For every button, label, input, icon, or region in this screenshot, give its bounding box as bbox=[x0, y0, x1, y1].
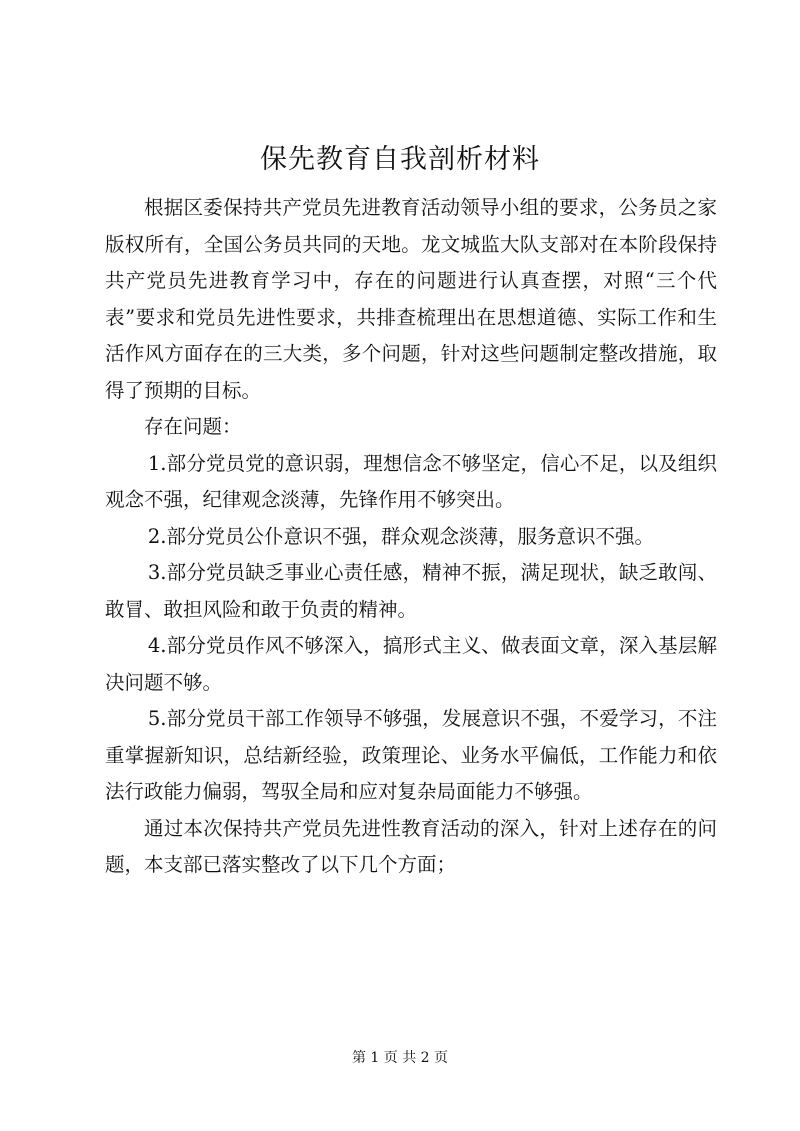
issue-item-1: 1.部分党员党的意识弱，理想信念不够坚定，信心不足，以及组织观念不强，纪律观念淡薄，先锋作用不够突出。 bbox=[105, 451, 717, 511]
issue-item-4: 4.部分党员作风不够深入，搞形式主义、做表面文章，深入基层解决问题不够。 bbox=[105, 634, 717, 694]
page-footer: 第 1 页 共 2 页 bbox=[351, 1050, 449, 1066]
document-body bbox=[105, 190, 717, 884]
issue-item-5: 5.部分党员干部工作领导不够强，发展意识不强，不爱学习，不注重掌握新知识，总结新经验，政策理论、业务水平偏低，工作能力和依法行政能力偏弱，驾驭全局和应对复杂局面能力不够强。 bbox=[105, 707, 717, 803]
issue-item-2: 2.部分党员公仆意识不强，群众观念淡薄，服务意识不强。 bbox=[147, 524, 654, 548]
document-title: 保先教育自我剖析材料 bbox=[260, 144, 540, 175]
issue-item-3: 3.部分党员缺乏事业心责任感，精神不振，满足现状，缺乏敢闯、敢冒、敢担风险和敢于负责的精神。 bbox=[105, 561, 717, 621]
issues-heading: 存在问题： bbox=[144, 415, 242, 438]
intro-paragraph: 根据区委保持共产党员先进教育活动领导小组的要求，公务员之家版权所有，全国公务员共同的天地。龙文城监大队支部对在本阶段保持共产党员先进教育学习中，存在的问题进行认真查摆，对照“三个代表”要求和党员先进性要求，共排查梳理出在思想道德、实际工作和生活作风方面存在的三大类，多个问题，针对这些问题制定整改措施，取得了预期的目标。 bbox=[105, 196, 717, 402]
closing-paragraph: 通过本次保持共产党员先进性教育活动的深入，针对上述存在的问题，本支部已落实整改了以下几个方面； bbox=[105, 816, 717, 876]
